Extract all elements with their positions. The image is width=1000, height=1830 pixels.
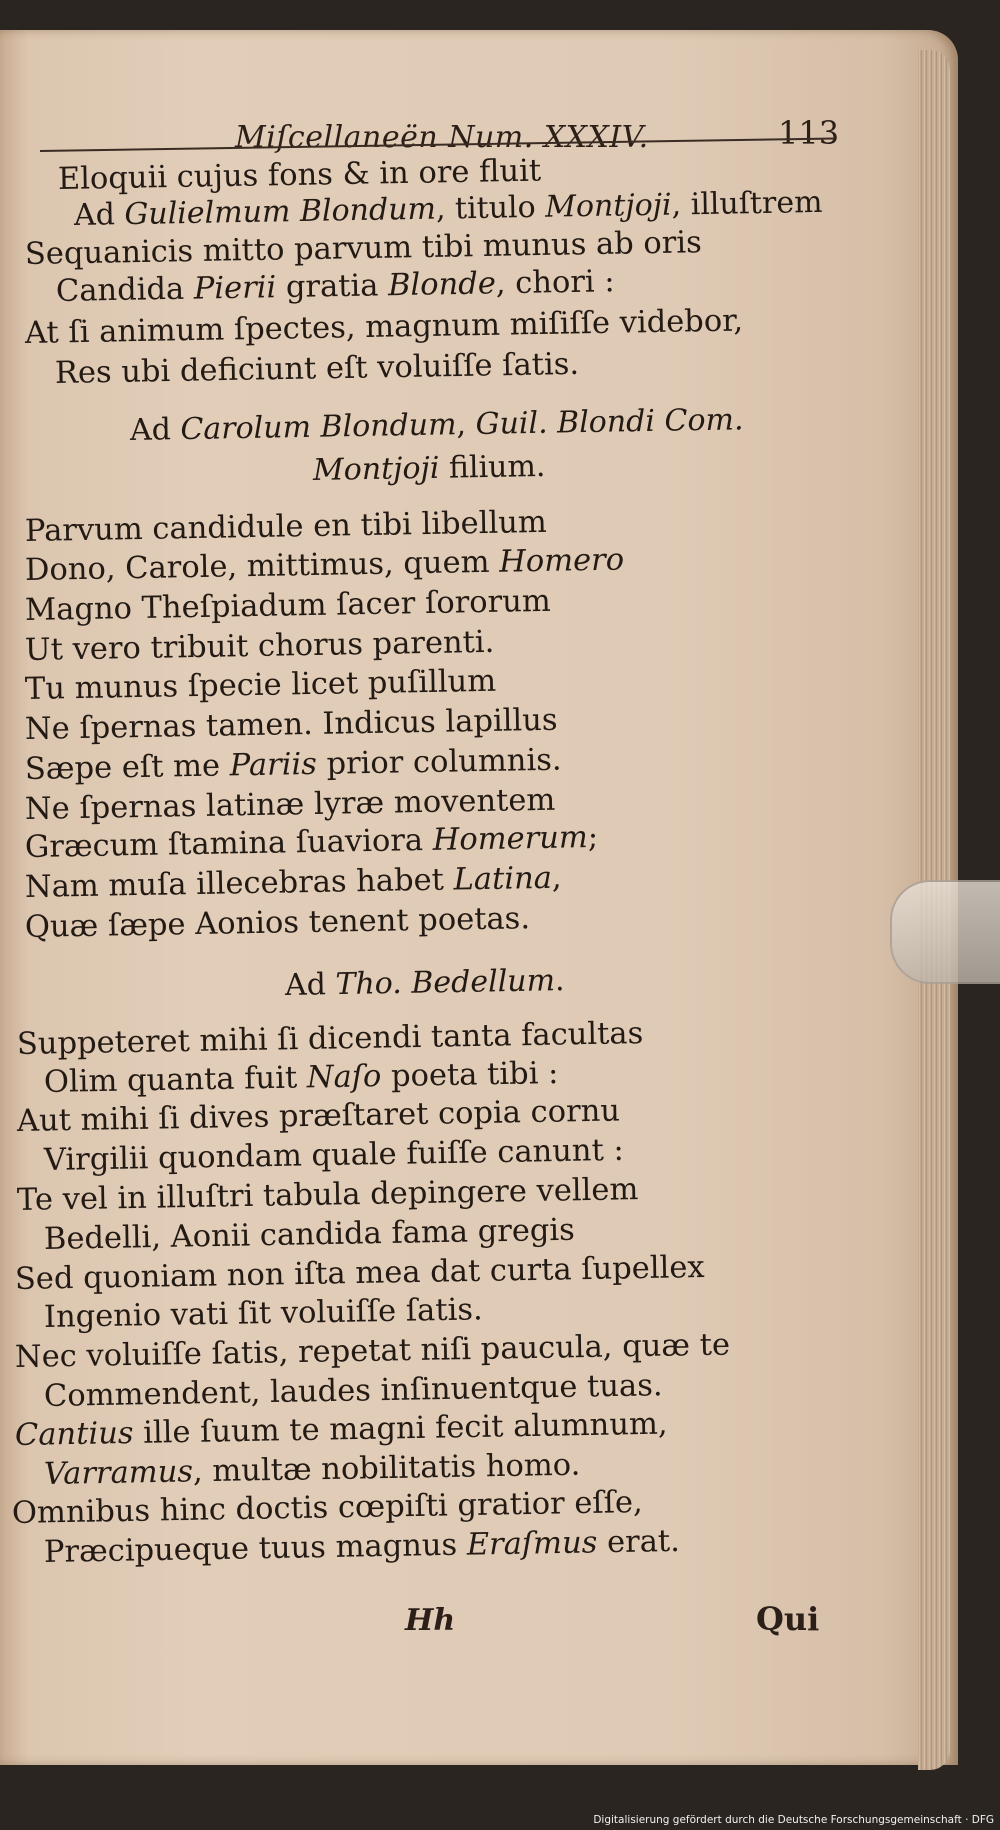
text-line — [25, 820, 599, 865]
text-run-italic: Naſo — [306, 1059, 382, 1096]
text-run-italic: Latina — [453, 860, 553, 898]
text-line — [25, 505, 547, 549]
text-run: Sed quoniam non iſta mea dat curta ſupellex — [14, 1249, 705, 1297]
poem-heading — [285, 963, 565, 1003]
text-run-italic: Gulielmum Blondum — [124, 191, 437, 233]
text-run: Tu munus ſpecie licet puſillum — [24, 663, 497, 707]
text-line — [44, 1056, 559, 1100]
poem-heading — [313, 449, 546, 488]
text-run: Ad — [284, 967, 336, 1003]
text-run: , illuſtrem — [671, 184, 823, 223]
text-run: gratia — [275, 268, 389, 306]
text-line — [25, 783, 556, 827]
text-run: Parvum candidule en tibi libellum — [24, 504, 548, 549]
text-run: Res ubi deficiunt eſt voluiſſe ſatis. — [54, 346, 580, 391]
text-run-italic: Pariis — [229, 746, 318, 784]
text-run: Ut vero tribuit chorus parenti. — [24, 624, 495, 668]
text-line — [12, 1485, 643, 1531]
text-line — [56, 264, 615, 309]
text-line — [44, 1448, 581, 1492]
text-run: Commendent, laudes inſinuentque tuas. — [43, 1368, 663, 1414]
text-line — [15, 1250, 705, 1297]
text-run: , chori : — [495, 264, 615, 302]
text-run: filium. — [439, 448, 546, 486]
text-run-italic: Varramus — [43, 1454, 194, 1492]
header-title: Miſcellaneën Num. XXXIV. — [235, 120, 649, 155]
text-run: Olim quanta fuit — [43, 1060, 308, 1100]
text-line — [25, 901, 531, 945]
text-run: Te vel in illuſtri tabula depingere vellem — [16, 1172, 639, 1218]
catchword: Qui — [756, 1600, 820, 1638]
text-run: Magno Theſpiadum ſacer ſororum — [24, 583, 552, 628]
text-run: prior columnis. — [316, 742, 562, 782]
text-line — [25, 664, 497, 707]
text-run: , — [551, 860, 562, 896]
signature-mark: Hh — [405, 1603, 456, 1638]
page-number: 113 — [778, 114, 840, 152]
text-run-italic: Homero — [498, 542, 625, 580]
text-run: ille ſuum te magni fecit alumnum, — [133, 1406, 668, 1451]
text-run-italic: Blonde — [387, 266, 497, 304]
text-line — [25, 584, 551, 628]
text-line — [25, 743, 562, 787]
text-run-italic: Pierii — [193, 270, 277, 307]
text-line — [44, 1133, 624, 1178]
text-line — [25, 625, 495, 668]
text-run: Ingenio vati ſit voluiſſe ſatis. — [43, 1292, 483, 1335]
text-run-italic: Eraſmus — [466, 1525, 598, 1563]
text-line — [44, 1213, 575, 1257]
text-run: , multæ nobilitatis homo. — [192, 1447, 581, 1490]
text-line — [25, 303, 744, 351]
text-run: Candida — [55, 271, 195, 309]
text-run-italic: Carolum Blondum — [180, 407, 457, 448]
text-run: Sæpe eſt me — [24, 748, 231, 787]
text-line — [25, 703, 558, 747]
text-run: Virgilii quondam quale fuiſſe canunt : — [43, 1132, 625, 1178]
text-line — [25, 543, 625, 588]
text-run-italic: Homerum — [432, 820, 589, 858]
text-line — [25, 861, 562, 905]
text-run: ; — [587, 819, 599, 856]
text-run-italic: Cantius — [14, 1415, 134, 1453]
text-run: Omnibus hinc doctis cœpiſti gratior eſſe, — [11, 1484, 644, 1531]
text-run-italic: Montjoji — [312, 450, 440, 488]
text-run: Ne ſpernas tamen. Indicus lapillus — [24, 702, 558, 747]
text-run: . — [554, 963, 565, 999]
text-run: Aut mihi ſi dives præſtaret copia cornu — [16, 1093, 621, 1139]
text-run: , titulo — [435, 189, 546, 227]
text-run: Græcum ſtamina ſuaviora — [24, 822, 434, 865]
text-run-italic: Montjoji — [544, 187, 672, 225]
text-run: erat. — [597, 1523, 681, 1561]
text-run: Dono, Carole, mittimus, quem — [24, 544, 500, 588]
text-run: At ſi animum ſpectes, magnum miſiſſe videbor, — [24, 303, 744, 351]
text-run: Ad — [129, 412, 181, 448]
digitization-credit: Digitalisierung gefördert durch die Deutsche Forschungsgemeinschaft · DFG — [593, 1814, 994, 1826]
text-run: Eloquii cujus fons & in ore fluit — [57, 153, 542, 197]
text-run: poeta tibi : — [381, 1056, 559, 1095]
text-line — [55, 347, 580, 391]
text-line — [17, 1093, 621, 1139]
text-line — [44, 1292, 483, 1335]
text-run: Nec voluiſſe ſatis, repetat niſi paucula, quæ te — [14, 1327, 731, 1375]
text-run: Nam muſa illecebras habet — [24, 862, 454, 905]
text-line — [17, 1016, 644, 1062]
text-run: Præcipueque tuus magnus — [43, 1527, 468, 1570]
text-run-italic: Guil. Blondi Com. — [475, 402, 744, 442]
text-run: Ad — [73, 197, 125, 233]
text-run: Suppeteret mihi ſi dicendi tanta facultas — [16, 1016, 644, 1062]
text-run: , — [456, 406, 476, 443]
text-line — [17, 1172, 639, 1218]
text-run-italic: Tho. Bedellum — [335, 963, 556, 1003]
text-line — [44, 1524, 680, 1570]
text-line — [44, 1368, 663, 1414]
text-line — [15, 1407, 668, 1453]
text-run: Bedelli, Aonii candida fama gregis — [43, 1212, 576, 1257]
text-run: Quæ ſæpe Aonios tenent poetas. — [24, 901, 531, 945]
text-run: Ne ſpernas latinæ lyræ moventem — [24, 782, 556, 827]
text-run: Sequanicis mitto parvum tibi munus ab oris — [24, 225, 703, 272]
poem-heading — [130, 402, 744, 448]
